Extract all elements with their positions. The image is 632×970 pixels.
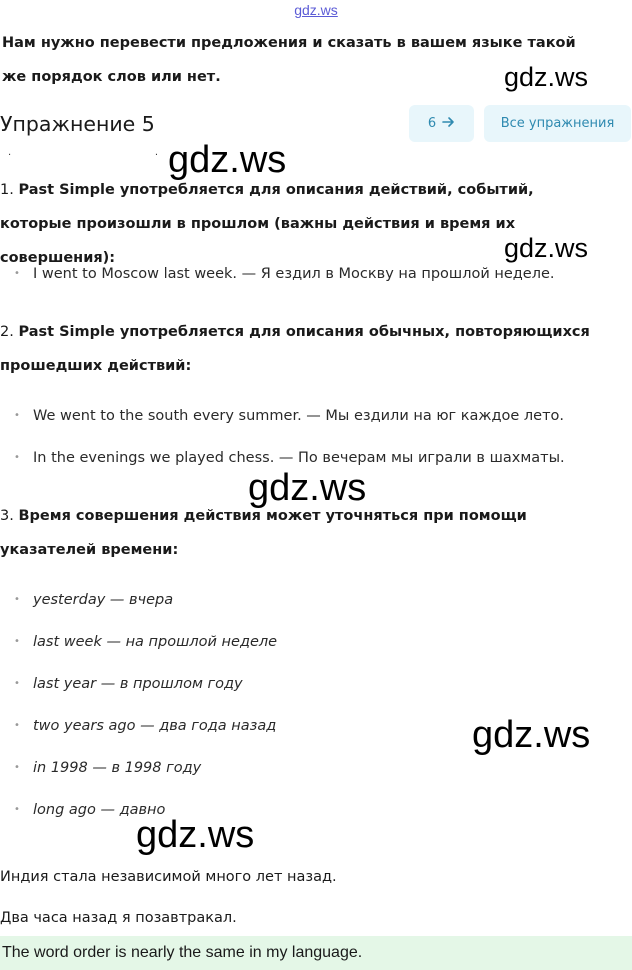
watermark: gdz.ws [168, 139, 287, 181]
top-watermark-link[interactable]: gdz.ws [294, 2, 338, 18]
watermark: gdz.ws [136, 814, 255, 856]
rule-text: Время совершения действия может уточняться при помощи указателей времени: [0, 508, 527, 558]
answer-box [0, 936, 632, 970]
list-item: • yesterday — вчера [14, 592, 174, 608]
list-item: • long ago — давно [14, 802, 166, 818]
list-item: • last year — в прошлом году [14, 676, 243, 692]
rule-3 [0, 499, 600, 567]
rule-text: Past Simple употребляется для описания обычных, повторяющихся прошедших действий: [0, 324, 590, 374]
list-item: • in 1998 — в 1998 году [14, 760, 202, 776]
exercise-title: Упражнение 5 [0, 112, 155, 136]
next-exercise-button[interactable] [409, 105, 474, 142]
task-intro: Нам нужно перевести предложения и сказать в вашем языке такой же порядок слов или нет. [2, 35, 576, 85]
all-exercises-label: Все упражнения [500, 116, 615, 131]
next-exercise-label: 6 [427, 116, 437, 131]
all-exercises-button[interactable] [484, 105, 631, 142]
sentence: Индия стала независимой много лет назад. [0, 869, 337, 885]
watermark: gdz.ws [504, 62, 589, 92]
list-item: • We went to the south every summer. — Мы ездили на юг каждое лето. [14, 408, 565, 424]
rule-2 [0, 315, 600, 383]
watermark: gdz.ws [504, 233, 589, 263]
rule-number: 2. [0, 324, 14, 340]
rule-number: 1. [0, 182, 14, 198]
arrow-right-icon [442, 116, 455, 132]
list-item: • In the evenings we played chess. — По вечерам мы играли в шахматы. [14, 450, 565, 466]
rule-text: Past Simple употребляется для описания действий, событий, которые произошли в прошлом (важны действия и время их совершения): [0, 182, 534, 266]
list-item: • last week — на прошлой неделе [14, 634, 278, 650]
watermark: gdz.ws [248, 467, 367, 509]
sentence: Два часа назад я позавтракал. [0, 910, 237, 926]
rule-number: 3. [0, 508, 14, 524]
answer-text: The word order is nearly the same in my language. [2, 944, 363, 961]
divider-dots: · · [8, 150, 165, 161]
rule-1 [0, 173, 600, 275]
list-item: • two years ago — два года назад [14, 718, 277, 734]
watermark: gdz.ws [472, 714, 591, 756]
list-item: • I went to Moscow last week. — Я ездил в Москву на прошлой неделе. [14, 266, 555, 282]
